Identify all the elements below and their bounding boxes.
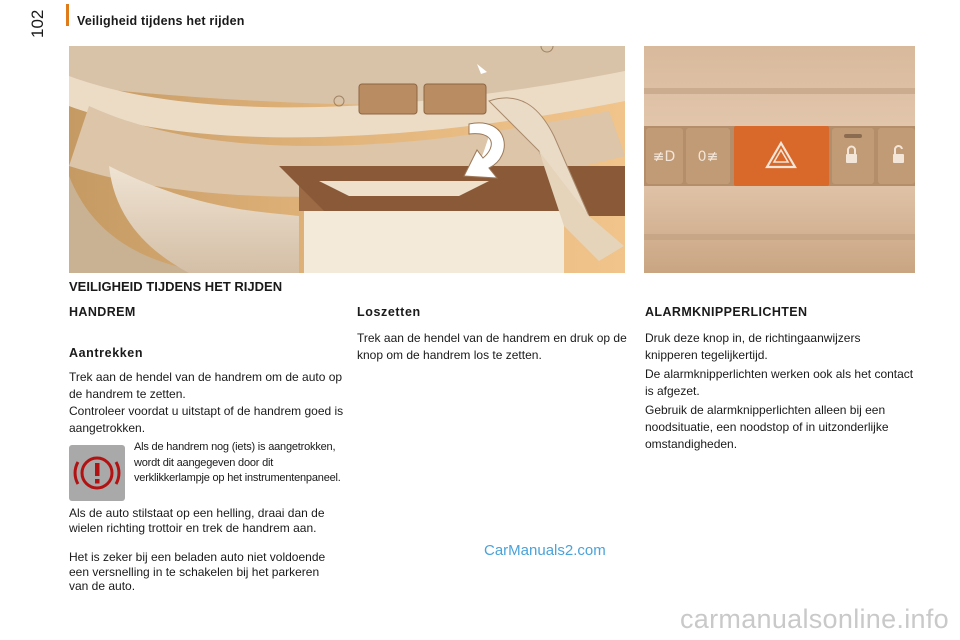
handrem-paragraph-4: Het is zeker bij een beladen auto niet voldoende een versnelling in te schakelen bij het parkeren van de auto. — [69, 550, 326, 593]
handrem-title: HANDREM — [69, 305, 136, 319]
loszetten-title: Loszetten — [357, 305, 421, 319]
aantrekken-subtitle: Aantrekken — [69, 346, 144, 360]
handbrake-illustration — [69, 46, 625, 273]
svg-text:≢D: ≢D — [652, 149, 676, 165]
page-header-title: Veiligheid tijdens het rijden — [77, 14, 245, 28]
handbrake-drawing — [69, 46, 625, 273]
carmanualsonline-watermark[interactable]: carmanualsonline.info — [680, 604, 949, 634]
alarm-paragraph-2: De alarmknipperlichten werken ook als het contact is afgezet. — [645, 367, 914, 398]
header-accent-bar — [66, 4, 69, 26]
hazard-switch-illustration — [644, 46, 915, 273]
section-heading: VEILIGHEID TIJDENS HET RIJDEN — [69, 279, 283, 294]
carmanuals-watermark[interactable]: CarManuals2.com — [484, 542, 606, 559]
alarm-paragraph-3: Gebruik de alarmknipperlichten alleen bij een noodsituatie, een noodstop of in uitzonderlijke omstandigheden. — [645, 403, 889, 451]
handrem-paragraph-2: Controleer voordat u uitstapt of de handrem goed is aangetrokken. — [69, 404, 344, 435]
handrem-paragraph-1: Trek aan de hendel van de handrem om de auto op de handrem te zetten. — [69, 370, 343, 401]
brake-warning-icon — [69, 445, 125, 501]
alarm-title: ALARMKNIPPERLICHTEN — [645, 305, 808, 319]
warning-lamp-note: Als de handrem nog (iets) is aangetrokken, wordt dit aangegeven door dit verklikkerlampje op het instrumentenpaneel. — [134, 441, 341, 484]
switch-panel-drawing — [644, 46, 915, 273]
loszetten-paragraph: Trek aan de hendel van de handrem en druk op de knop om de handrem los te zetten. — [357, 331, 627, 362]
alarm-paragraph-1: Druk deze knop in, de richtingaanwijzers knipperen tegelijkertijd. — [645, 331, 861, 362]
handrem-paragraph-3: Als de auto stilstaat op een helling, draai dan de wielen richting trottoir en trek de handrem aan. — [69, 506, 325, 535]
svg-text:0≢: 0≢ — [697, 149, 719, 165]
page-number-text: 102 — [28, 9, 47, 38]
page-number — [28, 10, 48, 38]
